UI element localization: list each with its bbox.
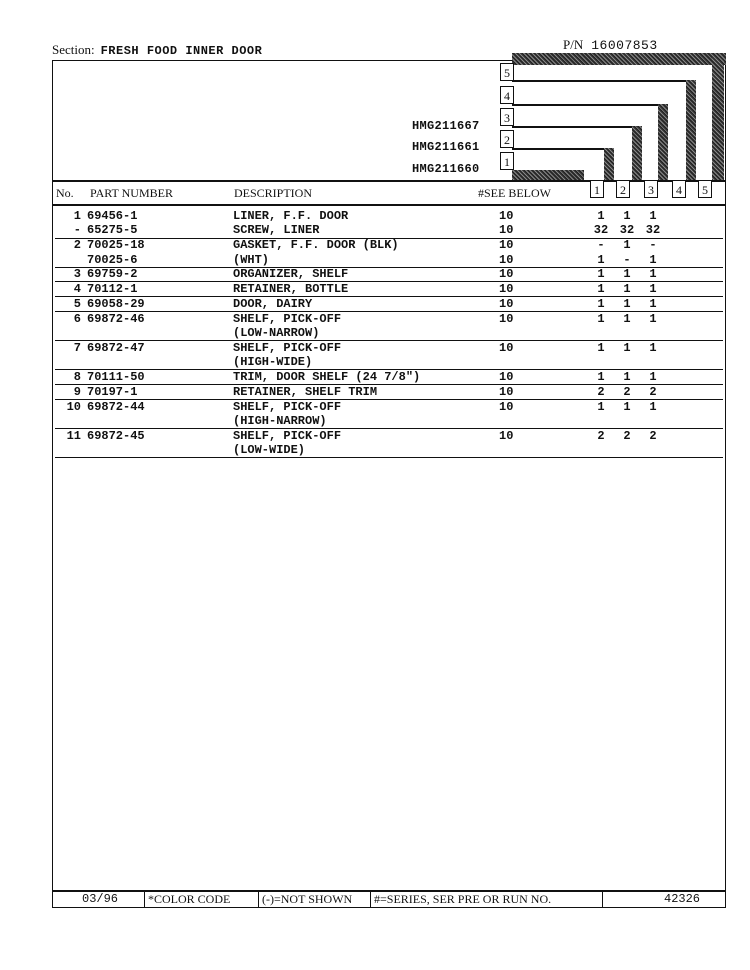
row-desc: SHELF, PICK-OFF <box>233 341 342 355</box>
row-no: 3 <box>73 267 81 281</box>
row-desc: RETAINER, BOTTLE <box>233 282 349 296</box>
row-part: 70025-6 <box>87 253 138 267</box>
row-q1: 1 <box>597 297 605 311</box>
section-value: FRESH FOOD INNER DOOR <box>100 44 263 58</box>
row-q3: - <box>649 238 657 252</box>
row-desc: (WHT) <box>233 253 270 267</box>
row-q1: 1 <box>597 253 605 267</box>
row-q2: 1 <box>623 370 631 384</box>
row-q1: 1 <box>597 370 605 384</box>
row-q2: - <box>623 253 631 267</box>
table-row <box>55 312 723 342</box>
row-desc: ORGANIZER, SHELF <box>233 267 349 281</box>
row-q3: 1 <box>649 341 657 355</box>
footer-series-note: #=SERIES, SER PRE OR RUN NO. <box>374 892 552 906</box>
row-q1: 32 <box>593 223 609 237</box>
row-q3: 1 <box>649 253 657 267</box>
row-desc: SHELF, PICK-OFF <box>233 400 342 414</box>
row-desc: SHELF, PICK-OFF <box>233 429 342 443</box>
row-see: 10 <box>499 267 514 281</box>
row-q1: 2 <box>597 429 605 443</box>
footer-page-number: 42326 <box>664 892 701 906</box>
row-q3: 1 <box>649 209 657 223</box>
row-q1: 1 <box>597 267 605 281</box>
row-desc-continued: (LOW-WIDE) <box>233 443 306 457</box>
row-no: 10 <box>66 400 81 414</box>
row-part: 69872-47 <box>87 341 145 355</box>
row-q2: 1 <box>623 297 631 311</box>
table-row <box>55 400 723 430</box>
footer-bar <box>52 890 726 908</box>
row-q3: 1 <box>649 267 657 281</box>
row-q2: 1 <box>623 267 631 281</box>
row-divider <box>55 457 723 458</box>
row-part: 69058-29 <box>87 297 145 311</box>
row-q1: 1 <box>597 400 605 414</box>
row-part: 69872-45 <box>87 429 145 443</box>
row-see: 10 <box>499 341 514 355</box>
row-no: 2 <box>73 238 81 252</box>
row-desc: SCREW, LINER <box>233 223 320 237</box>
row-see: 10 <box>499 312 514 326</box>
section-label: Section: <box>52 42 95 57</box>
col-header-see-below: #SEE BELOW <box>478 186 551 200</box>
qty-col-2: 2 <box>616 180 630 198</box>
row-part: 70111-50 <box>87 370 145 384</box>
row-no: 11 <box>66 429 81 443</box>
row-q1: 1 <box>597 341 605 355</box>
row-q2: 1 <box>623 341 631 355</box>
row-part: 69759-2 <box>87 267 138 281</box>
row-see: 10 <box>499 385 514 399</box>
row-desc-continued: (HIGH-NARROW) <box>233 414 327 428</box>
row-see: 10 <box>499 209 514 223</box>
row-see: 10 <box>499 282 514 296</box>
row-part: 69456-1 <box>87 209 138 223</box>
row-q3: 2 <box>649 429 657 443</box>
row-q2: 2 <box>623 385 631 399</box>
row-no: 7 <box>73 341 81 355</box>
header-bottom-rule <box>52 204 726 206</box>
row-q1: 1 <box>597 209 605 223</box>
row-q1: 1 <box>597 312 605 326</box>
row-desc: SHELF, PICK-OFF <box>233 312 342 326</box>
row-no: 8 <box>73 370 81 384</box>
part-number-heading <box>563 37 658 53</box>
row-desc: TRIM, DOOR SHELF (24 7/8") <box>233 370 421 384</box>
row-q1: - <box>597 238 605 252</box>
model-label-1: HMG211667 <box>412 119 480 133</box>
qty-col-5: 5 <box>698 180 712 198</box>
row-q3: 32 <box>645 223 661 237</box>
table-row <box>55 429 723 459</box>
row-part: 65275-5 <box>87 223 138 237</box>
row-q3: 2 <box>649 385 657 399</box>
row-q3: 1 <box>649 297 657 311</box>
qty-col-1: 1 <box>590 180 604 198</box>
row-see: 10 <box>499 370 514 384</box>
row-no: - <box>73 223 81 237</box>
row-q3: 1 <box>649 400 657 414</box>
row-see: 10 <box>499 429 514 443</box>
row-no: 5 <box>73 297 81 311</box>
series-box-3: 3 <box>500 108 514 126</box>
pn-label: P/N <box>563 37 584 52</box>
series-box-4: 4 <box>500 86 514 104</box>
row-no: 1 <box>73 209 81 223</box>
series-box-1: 1 <box>500 152 514 170</box>
series-box-2: 2 <box>500 130 514 148</box>
row-see: 10 <box>499 400 514 414</box>
table-row <box>55 341 723 371</box>
col-header-no: No. <box>56 186 74 200</box>
row-q3: 1 <box>649 312 657 326</box>
row-q1: 2 <box>597 385 605 399</box>
row-no: 9 <box>73 385 81 399</box>
row-q2: 1 <box>623 209 631 223</box>
row-q2: 32 <box>619 223 635 237</box>
row-part: 70197-1 <box>87 385 138 399</box>
row-part: 69872-44 <box>87 400 145 414</box>
section-heading <box>52 42 262 58</box>
row-desc-continued: (LOW-NARROW) <box>233 326 320 340</box>
row-no: 4 <box>73 282 81 296</box>
model-label-2: HMG211661 <box>412 140 480 154</box>
row-q3: 1 <box>649 370 657 384</box>
row-see: 10 <box>499 223 514 237</box>
row-q2: 1 <box>623 400 631 414</box>
footer-color-code: *COLOR CODE <box>148 892 231 906</box>
qty-col-4: 4 <box>672 180 686 198</box>
row-desc: LINER, F.F. DOOR <box>233 209 349 223</box>
row-desc: GASKET, F.F. DOOR (BLK) <box>233 238 399 252</box>
row-desc: DOOR, DAIRY <box>233 297 313 311</box>
row-q2: 1 <box>623 282 631 296</box>
col-header-description: DESCRIPTION <box>234 186 313 200</box>
row-see: 10 <box>499 253 514 267</box>
row-part: 70025-18 <box>87 238 145 252</box>
row-part: 70112-1 <box>87 282 138 296</box>
row-q2: 1 <box>623 312 631 326</box>
row-q2: 2 <box>623 429 631 443</box>
row-q2: 1 <box>623 238 631 252</box>
model-label-3: HMG211660 <box>412 162 480 176</box>
footer-date: 03/96 <box>82 892 119 906</box>
row-no: 6 <box>73 312 81 326</box>
row-q3: 1 <box>649 282 657 296</box>
row-see: 10 <box>499 238 514 252</box>
row-q1: 1 <box>597 282 605 296</box>
col-header-part-number: PART NUMBER <box>90 186 173 200</box>
row-desc-continued: (HIGH-WIDE) <box>233 355 313 369</box>
row-part: 69872-46 <box>87 312 145 326</box>
series-box-5: 5 <box>500 63 514 81</box>
pn-value: 16007853 <box>591 38 658 53</box>
qty-col-3: 3 <box>644 180 658 198</box>
footer-not-shown: (-)=NOT SHOWN <box>262 892 353 906</box>
row-desc: RETAINER, SHELF TRIM <box>233 385 378 399</box>
row-see: 10 <box>499 297 514 311</box>
